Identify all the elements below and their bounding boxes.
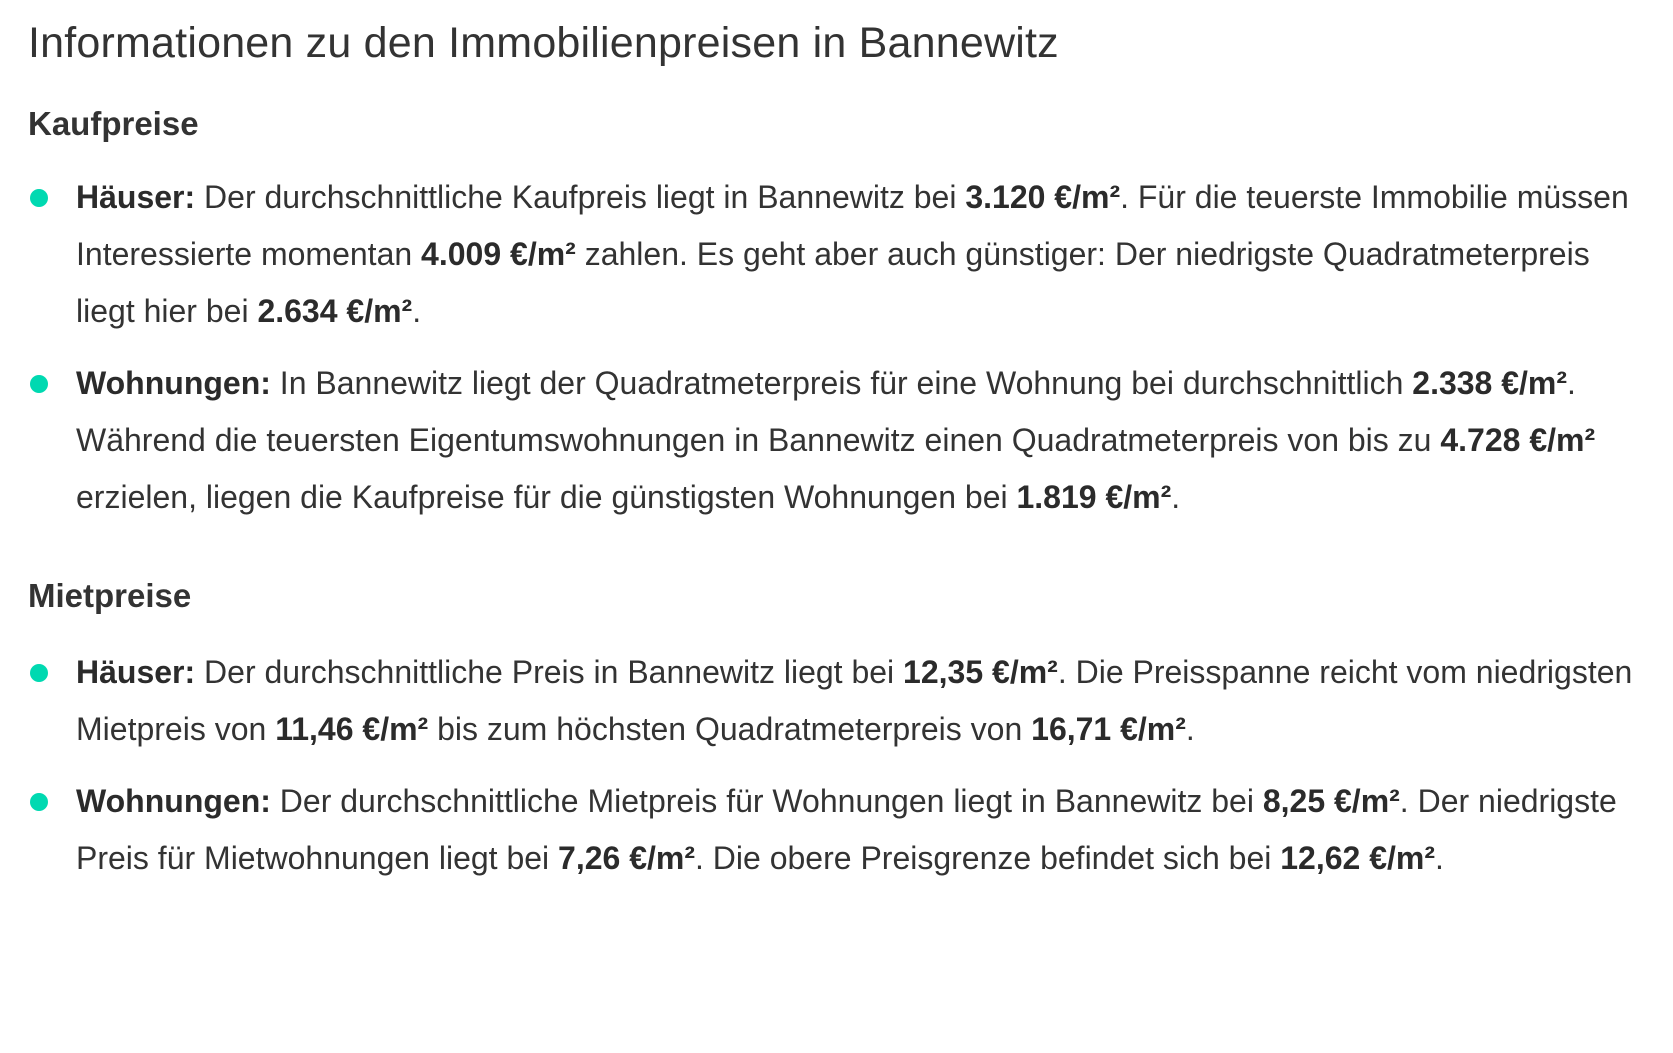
item-text: . Der niedrigste Preis für Mietwohnungen liegt bei — [76, 783, 1617, 876]
item-text: . — [412, 293, 422, 329]
bullet-icon — [30, 375, 48, 393]
item-text: . — [1185, 711, 1195, 747]
item-text: . — [1171, 479, 1181, 515]
item-text: Der durchschnittliche Preis in Bannewitz liegt bei — [195, 654, 904, 690]
item-label: Wohnungen: — [76, 365, 271, 401]
item-label: Häuser: — [76, 179, 196, 215]
list-item-miet-wohnungen — [28, 773, 1653, 887]
price-value: 2.338 €/m² — [1412, 365, 1568, 401]
price-value: 1.819 €/m² — [1016, 479, 1172, 515]
price-value: 16,71 €/m² — [1031, 711, 1186, 747]
item-text: . Für die teuerste Immobilie müssen Interessierte momentan — [76, 179, 1629, 272]
price-value: 3.120 €/m² — [965, 179, 1121, 215]
item-text: . Während die teuersten Eigentumswohnungen in Bannewitz einen Quadratmeterpreis von bis zu — [76, 365, 1576, 458]
item-text: Der durchschnittliche Kaufpreis liegt in Bannewitz bei — [195, 179, 966, 215]
item-text: erzielen, liegen die Kaufpreise für die günstigsten Wohnungen bei — [76, 479, 1017, 515]
item-text: Der durchschnittliche Mietpreis für Wohnungen liegt in Bannewitz bei — [270, 783, 1263, 819]
bullet-icon — [30, 664, 48, 682]
item-text: . Die obere Preisgrenze befindet sich bei — [695, 840, 1281, 876]
page-title: Informationen zu den Immobilienpreisen in Bannewitz — [28, 19, 1059, 67]
bullet-icon — [30, 189, 48, 207]
price-value: 4.009 €/m² — [421, 236, 576, 272]
price-value: 4.728 €/m² — [1440, 422, 1596, 458]
heading-mietpreise: Mietpreise — [28, 577, 192, 614]
list-kaufpreise — [28, 169, 1653, 526]
item-text: bis zum höchsten Quadratmeterpreis von — [428, 711, 1032, 747]
item-text: zahlen. Es geht aber auch günstiger: Der niedrigste Quadratmeterpreis liegt hier bei — [76, 236, 1590, 329]
price-value: 11,46 €/m² — [275, 711, 429, 747]
item-label: Wohnungen: — [76, 783, 271, 819]
item-text: In Bannewitz liegt der Quadratmeterpreis für eine Wohnung bei durchschnittlich — [270, 365, 1413, 401]
list-mietpreise — [28, 644, 1653, 887]
price-value: 7,26 €/m² — [558, 840, 696, 876]
item-text: . — [1435, 840, 1444, 876]
price-value: 8,25 €/m² — [1262, 783, 1400, 819]
list-item-kauf-wohnungen — [28, 355, 1653, 526]
list-item-miet-haeuser — [28, 644, 1653, 758]
bullet-icon — [30, 793, 48, 811]
price-value: 12,62 €/m² — [1280, 840, 1435, 876]
heading-kaufpreise: Kaufpreise — [28, 105, 199, 142]
price-value: 2.634 €/m² — [257, 293, 413, 329]
item-label: Häuser: — [76, 654, 196, 690]
list-item-kauf-haeuser — [28, 169, 1653, 340]
item-text: . Die Preisspanne reicht vom niedrigsten Mietpreis von — [76, 654, 1633, 747]
price-value: 12,35 €/m² — [903, 654, 1058, 690]
